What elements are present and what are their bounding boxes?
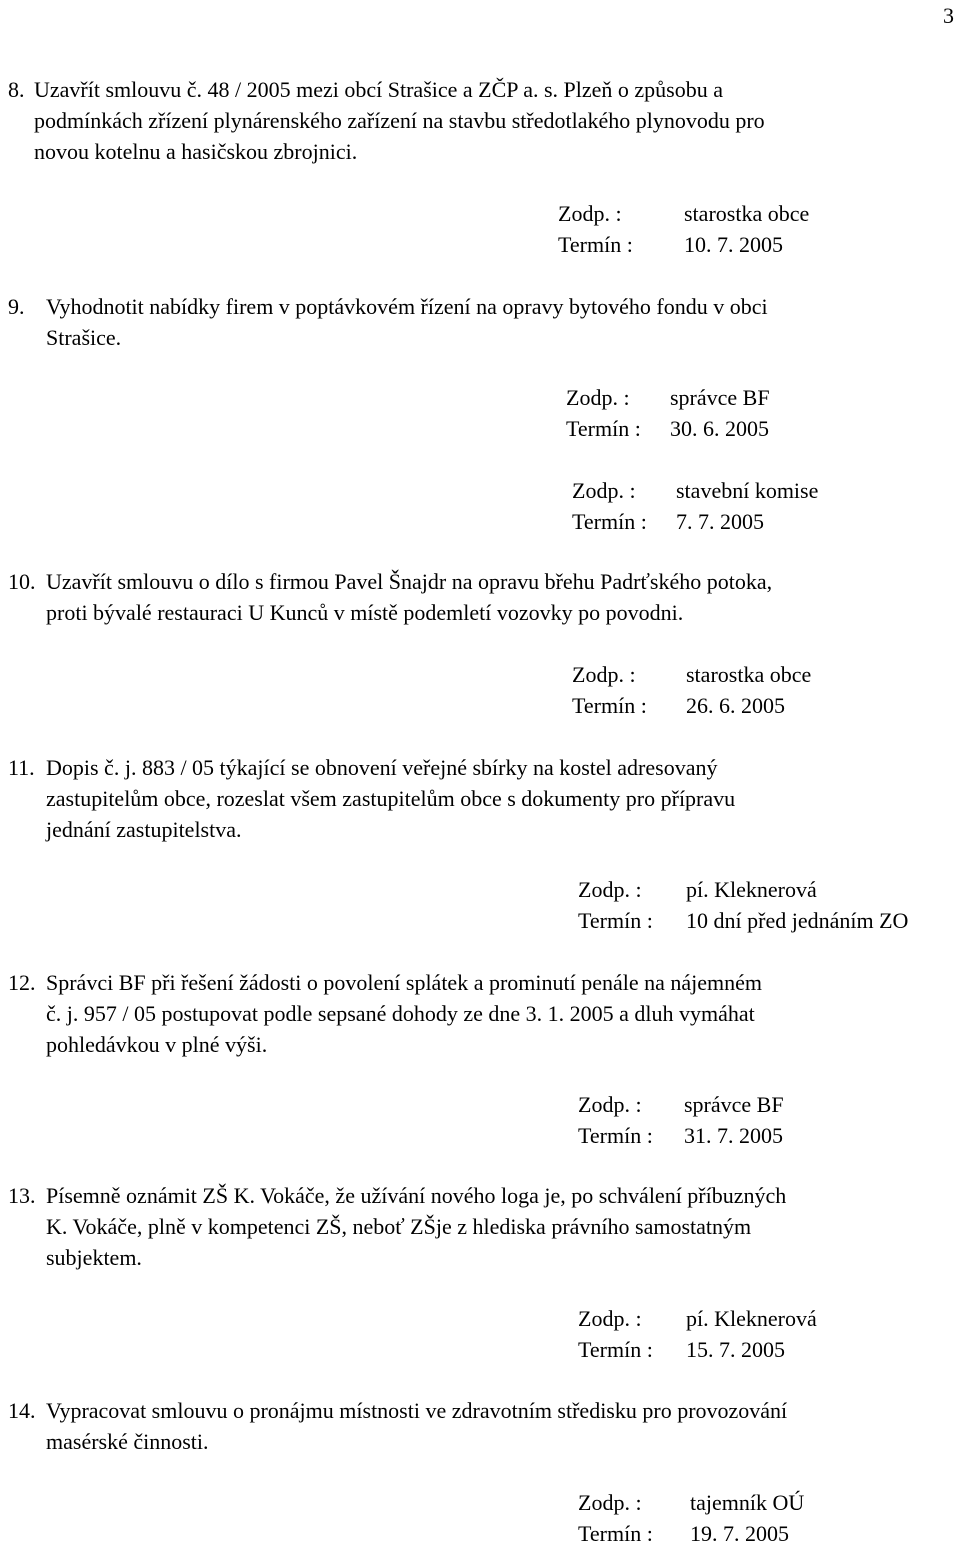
item-number: 13. xyxy=(8,1183,36,1208)
zodp-label: Zodp. : xyxy=(578,1490,642,1515)
item-number: 8. xyxy=(8,77,25,102)
termin-value: 31. 7. 2005 xyxy=(684,1123,783,1148)
termin-label: Termín : xyxy=(578,1337,653,1362)
item-text-line: Uzavřít smlouvu o dílo s firmou Pavel Šnajdr na opravu břehu Padrťského potoka, xyxy=(46,569,773,594)
termin-value: 30. 6. 2005 xyxy=(670,416,769,441)
zodp-label: Zodp. : xyxy=(578,1092,642,1117)
item-text-line: č. j. 957 / 05 postupovat podle sepsané dohody ze dne 3. 1. 2005 a dluh vymáhat xyxy=(46,1001,755,1026)
zodp-label: Zodp. : xyxy=(578,1306,642,1331)
zodp-label: Zodp. : xyxy=(578,877,642,902)
item-text-line: jednání zastupitelstva. xyxy=(46,817,242,842)
zodp-label: Zodp. : xyxy=(572,662,636,687)
zodp-value: pí. Kleknerová xyxy=(686,1306,817,1331)
termin-value: 19. 7. 2005 xyxy=(690,1521,789,1546)
item-text-line: Vyhodnotit nabídky firem v poptávkovém řízení na opravy bytového fondu v obci xyxy=(46,294,768,319)
termin-value: 7. 7. 2005 xyxy=(676,509,764,534)
item-number: 14. xyxy=(8,1398,36,1423)
item-number: 11. xyxy=(8,755,35,780)
zodp-value: pí. Kleknerová xyxy=(686,877,817,902)
termin-label: Termín : xyxy=(572,509,647,534)
item-text-line: Dopis č. j. 883 / 05 týkající se obnovení veřejné sbírky na kostel adresovaný xyxy=(46,755,718,780)
item-text-line: Správci BF při řešení žádosti o povolení splátek a prominutí penále na nájemném xyxy=(46,970,763,995)
item-number: 12. xyxy=(8,970,36,995)
termin-label: Termín : xyxy=(572,693,647,718)
termin-label: Termín : xyxy=(558,232,633,257)
item-text-line: zastupitelům obce, rozeslat všem zastupitelům obce s dokumenty pro přípravu xyxy=(46,786,736,811)
item-number: 10. xyxy=(8,569,36,594)
zodp-value: správce BF xyxy=(670,385,770,410)
termin-label: Termín : xyxy=(578,1123,653,1148)
termin-value: 26. 6. 2005 xyxy=(686,693,785,718)
zodp-label: Zodp. : xyxy=(558,201,622,226)
termin-value: 10 dní před jednáním ZO xyxy=(686,908,909,933)
zodp-value: starostka obce xyxy=(684,201,810,226)
item-text-line: masérské činnosti. xyxy=(46,1429,209,1454)
zodp-label: Zodp. : xyxy=(572,478,636,503)
zodp-label: Zodp. : xyxy=(566,385,630,410)
item-text-line: pohledávkou v plné výši. xyxy=(46,1032,268,1057)
item-text-line: Vypracovat smlouvu o pronájmu místnosti ve zdravotním středisku pro provozování xyxy=(46,1398,788,1423)
item-text-line: novou kotelnu a hasičskou zbrojnici. xyxy=(34,139,358,164)
termin-label: Termín : xyxy=(566,416,641,441)
zodp-value: tajemník OÚ xyxy=(690,1490,805,1515)
zodp-value: stavební komise xyxy=(676,478,819,503)
item-text-line: K. Vokáče, plně v kompetenci ZŠ, neboť ZŠje z hlediska právního samostatným xyxy=(46,1214,752,1239)
item-text-line: Strašice. xyxy=(46,325,122,350)
termin-label: Termín : xyxy=(578,908,653,933)
item-text-line: Písemně oznámit ZŠ K. Vokáče, že užívání nového loga je, po schválení příbuzných xyxy=(46,1183,787,1208)
item-text-line: Uzavřít smlouvu č. 48 / 2005 mezi obcí Strašice a ZČP a. s. Plzeň o způsobu a xyxy=(34,77,723,102)
page-number: 3 xyxy=(943,3,954,28)
termin-value: 10. 7. 2005 xyxy=(684,232,783,257)
zodp-value: správce BF xyxy=(684,1092,784,1117)
item-number: 9. xyxy=(8,294,25,319)
zodp-value: starostka obce xyxy=(686,662,812,687)
item-text-line: proti bývalé restauraci U Kunců v místě podemletí vozovky po povodni. xyxy=(46,600,684,625)
item-text-line: subjektem. xyxy=(46,1245,142,1270)
termin-value: 15. 7. 2005 xyxy=(686,1337,785,1362)
item-text-line: podmínkách zřízení plynárenského zařízení na stavbu středotlakého plynovodu pro xyxy=(34,108,765,133)
termin-label: Termín : xyxy=(578,1521,653,1546)
